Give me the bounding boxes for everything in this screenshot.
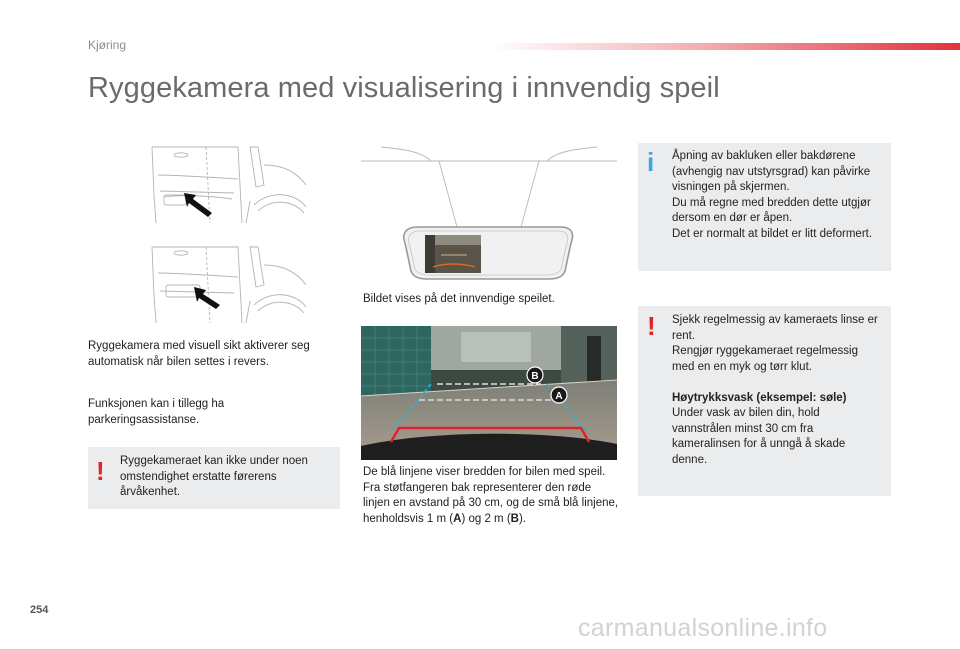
- camera-caption-part3: ).: [518, 512, 526, 525]
- camera-care-text: [672, 313, 882, 468]
- watermark: carmanualsonline.info: [578, 614, 828, 642]
- care-subheading: Høytrykksvask (eksempel: søle): [672, 391, 847, 404]
- intro-paragraph: Ryggekamera med visuell sikt aktiverer seg automatisk når bilen settes i revers.: [88, 340, 310, 368]
- label-a-text: A: [555, 391, 563, 402]
- info-box: [638, 143, 891, 271]
- info-line-1: Åpning av bakluken eller bakdørene (avhengig nav utstyrsgrad) kan påvirke visningen på skjermen.: [672, 150, 871, 193]
- care-line-3: Under vask av bilen din, hold vannstrålen minst 30 cm fra kameralinsen for å unngå å skade denne.: [672, 407, 846, 466]
- camera-caption-label-a: A: [453, 512, 462, 525]
- page-number: 254: [30, 604, 49, 616]
- rear-camera-view-image: [361, 326, 617, 460]
- mirror-caption: Bildet vises på det innvendige speilet.: [363, 293, 555, 305]
- warning-icon: !: [96, 456, 105, 486]
- label-a-marker: [551, 387, 567, 403]
- label-b-text: B: [531, 371, 539, 382]
- section-label: Kjøring: [88, 38, 127, 52]
- care-line-1: Sjekk regelmessig av kameraets linse er rent.: [672, 314, 878, 342]
- mirror-camera-display: [425, 235, 481, 273]
- camera-caption-part1: De blå linjene viser bredden for bilen med speil. Fra støtfangeren bak representerer den røde linjen en avstand på 30 cm, og de små blå linjene, henholdsvis 1 m (: [363, 466, 619, 525]
- warning-text: Ryggekameraet kan ikke under noen omstendighet erstatte førerens årvåkenhet.: [120, 455, 308, 498]
- camera-caption: [363, 465, 619, 527]
- info-text: [672, 149, 884, 242]
- label-b-marker: [527, 367, 543, 383]
- camera-caption-label-b: B: [510, 512, 519, 525]
- van-rear-bottom-illustration: [152, 247, 306, 323]
- info-icon: i: [647, 147, 655, 177]
- rearview-mirror-illustration: [361, 145, 617, 285]
- parking-assist-paragraph: Funksjonen kan i tillegg ha parkeringsassistanse.: [88, 398, 225, 426]
- info-line-2: Du må regne med bredden dette utgjør dersom en dør er åpen.: [672, 196, 871, 224]
- warning-icon: !: [647, 311, 656, 341]
- camera-caption-part2: ) og 2 m (: [461, 512, 511, 525]
- van-rear-top-illustration: [152, 147, 306, 223]
- warning-box-left: [88, 447, 340, 509]
- care-line-2: Rengjør ryggekameraet regelmessig med en en myk og tørr klut.: [672, 345, 858, 373]
- info-line-3: Det er normalt at bildet er litt deformert.: [672, 227, 873, 240]
- van-rear-illustrations: [146, 145, 312, 325]
- page-title: Ryggekamera med visualisering i innvendig speil: [88, 72, 720, 104]
- warning-box-right: [638, 306, 891, 496]
- header-accent-bar: [490, 43, 960, 50]
